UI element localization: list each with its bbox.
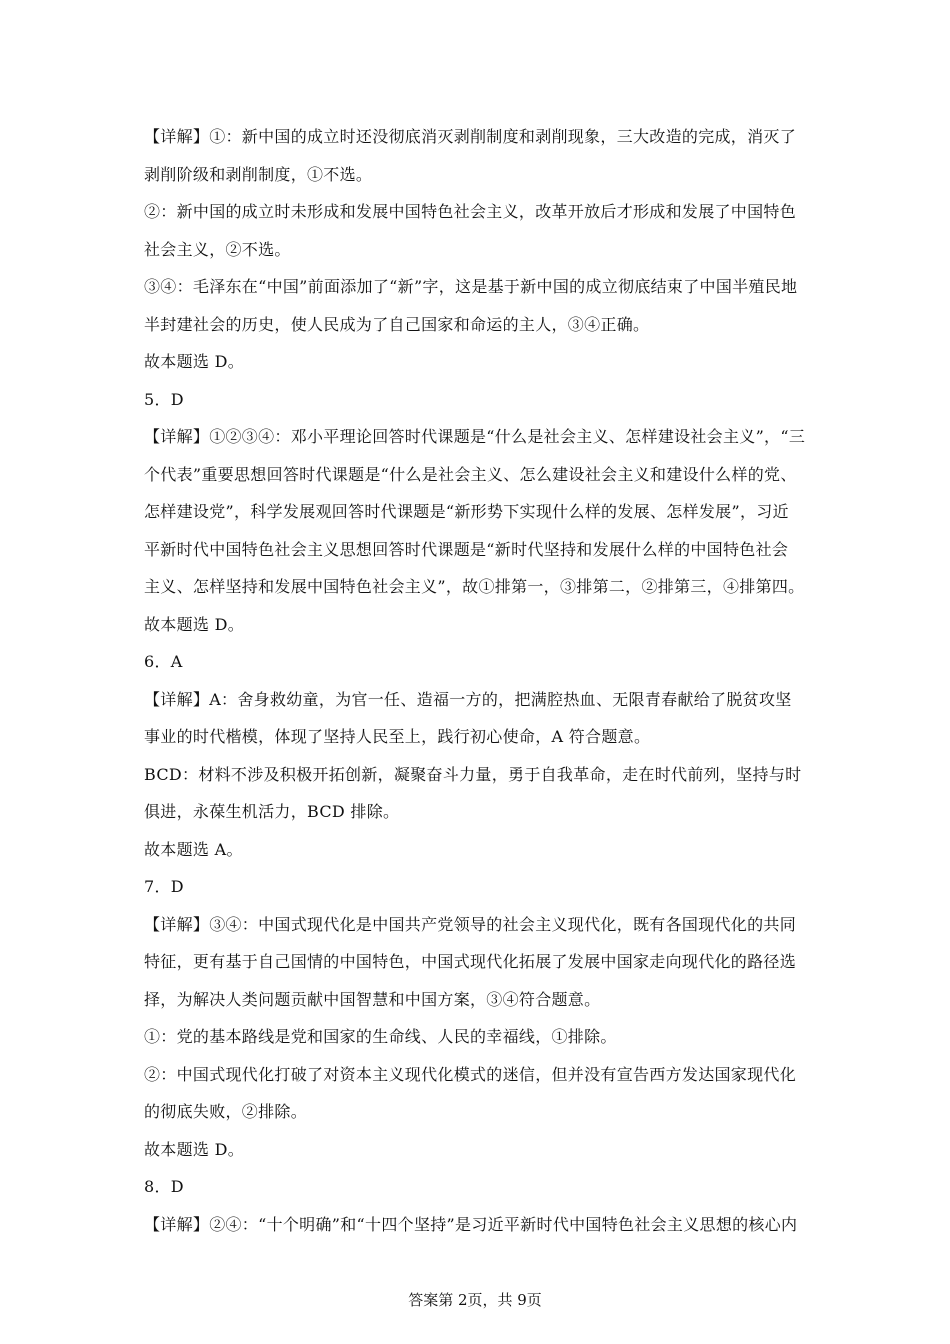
question-number: 5．D (144, 389, 184, 409)
text-line: ②：新中国的成立时未形成和发展中国特色社会主义，改革开放后才形成和发展了中国特色 (144, 202, 797, 221)
text-line: 特征，更有基于自己国情的中国特色，中国式现代化拓展了发展中国家走向现代化的路径选 (144, 952, 797, 971)
page-footer: 答案第 2页，共 9页 (408, 1291, 542, 1309)
text-line: 故本题选 D。 (144, 614, 245, 634)
text-line: BCD：材料不涉及积极开拓创新，凝聚奋斗力量，勇于自我革命，走在时代前列，坚持与时 (144, 764, 802, 784)
text-line: 半封建社会的历史，使人民成为了自己国家和命运的主人，③④正确。 (144, 314, 650, 334)
text-line: ③④：毛泽东在“中国”前面添加了“新”字，这是基于新中国的成立彻底结束了中国半殖民地 (144, 277, 798, 296)
text-line: 俱进，永葆生机活力，BCD 排除。 (144, 802, 400, 821)
text-line: 主义、怎样坚持和发展中国特色社会主义”，故①排第一，③排第二，②排第三，④排第四。 (144, 577, 805, 596)
text-line: 怎样建设党”，科学发展观回答时代课题是“新形势下实现什么样的发展、怎样发展”，习近 (144, 502, 789, 521)
question-number: 8．D (144, 1177, 184, 1196)
text-line: 【详解】A：舍身救幼童，为官一任、造福一方的，把满腔热血、无限青春献给了脱贫攻坚 (144, 689, 792, 709)
text-line: ②：中国式现代化打破了对资本主义现代化模式的迷信，但并没有宣告西方发达国家现代化 (144, 1064, 797, 1084)
text-line: 故本题选 D。 (144, 352, 245, 371)
text-line: 【详解】①②③④：邓小平理论回答时代课题是“什么是社会主义、怎样建设社会主义”，“三 (144, 427, 806, 446)
question-number: 7．D (144, 877, 184, 896)
text-line: 故本题选 A。 (144, 839, 243, 859)
text-line: 平新时代中国特色社会主义思想回答时代课题是“新时代坚持和发展什么样的中国特色社会 (144, 539, 789, 559)
question-number: 6．A (144, 652, 183, 671)
text-line: 【详解】③④：中国式现代化是中国共产党领导的社会主义现代化，既有各国现代化的共同 (144, 914, 797, 934)
text-line: ①：党的基本路线是党和国家的生命线、人民的幸福线，①排除。 (144, 1027, 617, 1046)
text-line: 【详解】②④：“十个明确”和“十四个坚持”是习近平新时代中国特色社会主义思想的核心内 (144, 1214, 798, 1234)
text-line: 剥削阶级和剥削制度，①不选。 (144, 164, 373, 184)
text-line: 【详解】①：新中国的成立时还没彻底消灭剥削制度和剥削现象，三大改造的完成，消灭了 (144, 127, 797, 146)
text-line: 个代表”重要思想回答时代课题是“什么是社会主义、怎么建设社会主义和建设什么样的党、 (144, 464, 797, 484)
text-line: 的彻底失败，②排除。 (144, 1102, 308, 1121)
text-line: 故本题选 D。 (144, 1139, 245, 1159)
text-line: 择，为解决人类问题贡献中国智慧和中国方案，③④符合题意。 (144, 989, 601, 1009)
text-line: 社会主义，②不选。 (144, 239, 291, 259)
answer-text (144, 118, 812, 1243)
text-line: 事业的时代楷模，体现了坚持人民至上，践行初心使命，A 符合题意。 (144, 727, 651, 746)
